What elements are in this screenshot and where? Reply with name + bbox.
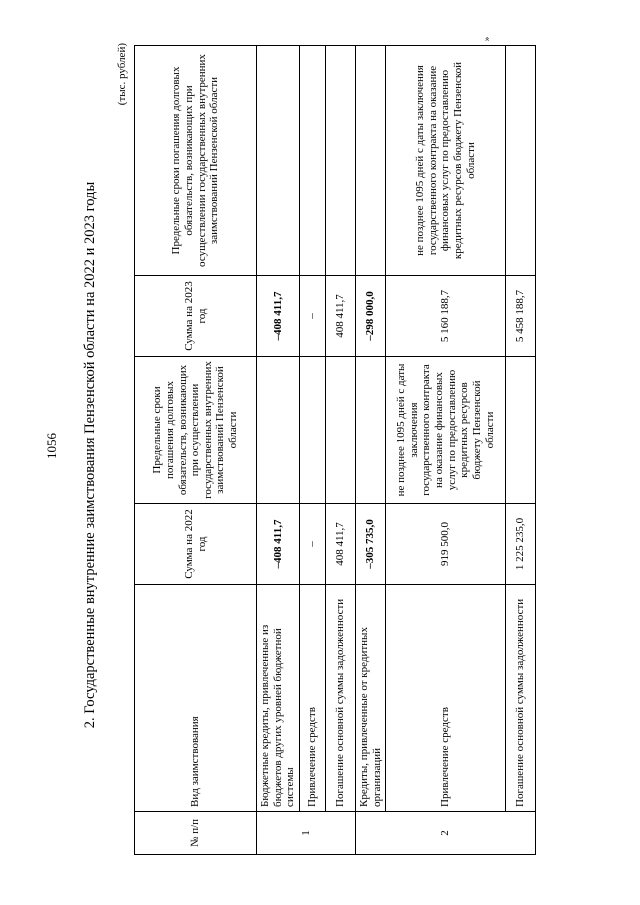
row-term-2023: [355, 46, 385, 276]
row-sum-2023: 5 458 188,7: [506, 276, 536, 357]
row-term-2023: [325, 46, 355, 276]
row-term-2022: [506, 357, 536, 504]
row-term-2022: [325, 357, 355, 504]
row-term-2022: [355, 357, 385, 504]
table-row: [257, 46, 300, 855]
row-type: Привлечение средств: [386, 585, 506, 812]
header-term-2022: Предельные сроки погашения долговых обязательств, возникающих при осуществлении государственных внутренних заимствований Пензенской области: [135, 357, 257, 504]
row-term-2023: [299, 46, 325, 276]
row-sum-2023: –298 000,0: [355, 276, 385, 357]
row-sum-2023: –408 411,7: [257, 276, 300, 357]
table-row: [325, 46, 355, 855]
row-sum-2022: 408 411,7: [325, 504, 355, 585]
table-header-row: [135, 46, 257, 855]
row-sum-2022: 1 225 235,0: [506, 504, 536, 585]
table-row: [299, 46, 325, 855]
row-sum-2023: 408 411,7: [325, 276, 355, 357]
row-sum-2022: –305 735,0: [355, 504, 385, 585]
header-sum-2022: Сумма на 2022 год: [135, 504, 257, 585]
row-term-2022: [257, 357, 300, 504]
unit-label: (тыс. рублей): [116, 43, 128, 106]
borrowings-table: [134, 45, 536, 855]
page-number: 1056: [44, 433, 59, 459]
table-row: [386, 46, 506, 855]
header-num: № п/п: [135, 812, 257, 855]
header-sum-2023: Сумма на 2023 год: [135, 276, 257, 357]
row-term-2023: не позднее 1095 дней с даты заключения государственного контракта на оказание финансовых услуг по предоставлению кредитных ресурсов бюджету Пензенской области: [386, 46, 506, 276]
row-term-2023: [257, 46, 300, 276]
row-term-2022: не позднее 1095 дней с даты заключения государственного контракта на оказание финансовых услуг по предоставлению кредитных ресурсов бюджету Пензенской области: [386, 357, 506, 504]
row-num-2: 2: [355, 812, 535, 855]
row-sum-2022: –: [299, 504, 325, 585]
row-type: Привлечение средств: [299, 585, 325, 812]
row-type: Бюджетные кредиты, привлеченные из бюджетов других уровней бюджетной системы: [257, 585, 300, 812]
row-num-1: 1: [257, 812, 356, 855]
row-type: Погашение основной суммы задолженности: [325, 585, 355, 812]
row-sum-2023: –: [299, 276, 325, 357]
row-sum-2023: 5 160 188,7: [386, 276, 506, 357]
header-term-2023: Предельные сроки погашения долговых обязательств, возникающих при осуществлении государственных внутренних заимствований Пензенской области: [135, 46, 257, 276]
document-title: 2. Государственные внутренние заимствования Пензенской области на 2022 и 2023 годы: [82, 181, 98, 729]
corner-mark: »: [481, 36, 492, 42]
header-type: Вид заимствования: [135, 585, 257, 812]
row-sum-2022: 919 500,0: [386, 504, 506, 585]
table-row: [355, 46, 385, 855]
row-sum-2022: –408 411,7: [257, 504, 300, 585]
row-term-2022: [299, 357, 325, 504]
table-row: [506, 46, 536, 855]
rotated-document: [80, 25, 527, 885]
row-term-2023: [506, 46, 536, 276]
row-type: Кредиты, привлеченные от кредитных организаций: [355, 585, 385, 812]
row-type: Погашение основной суммы задолженности: [506, 585, 536, 812]
